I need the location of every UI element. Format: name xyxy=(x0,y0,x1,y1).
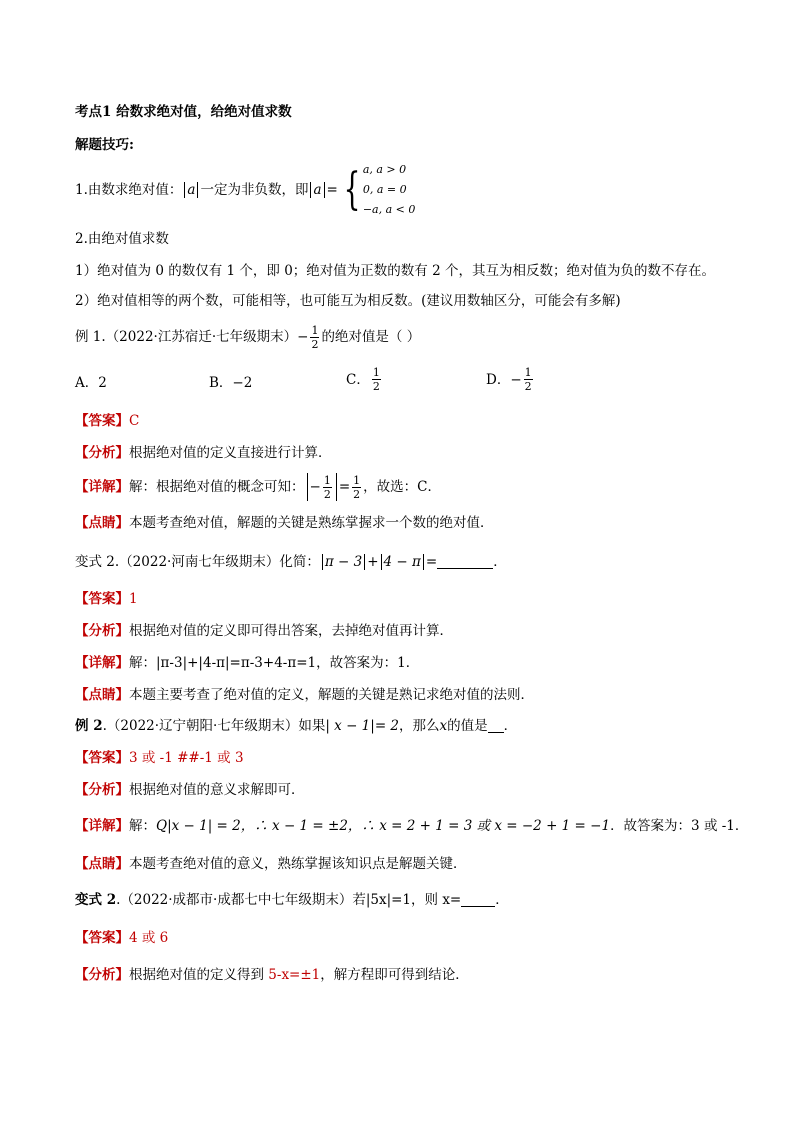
var2-label: 变式 2 xyxy=(75,892,117,908)
var1-label: 变式 2 xyxy=(75,554,115,570)
analysis-math: 5-x=±1 xyxy=(268,967,321,983)
ex1-detail xyxy=(75,472,441,502)
ex1-comment xyxy=(75,514,494,532)
tip1-prefix: 1.由数求绝对值： xyxy=(75,182,183,198)
example-1 xyxy=(75,322,420,352)
tip2-p2: 2）绝对值相等的两个数，可能相等，也可能互为相反数。(建议用数轴区分，可能会有多解) xyxy=(75,293,621,309)
option-d-fraction xyxy=(524,366,533,393)
var1-comment xyxy=(75,686,534,704)
comment-text: 本题主要考查了绝对值的定义，解题的关键是熟记求绝对值的法则． xyxy=(129,687,534,703)
var1-end: ． xyxy=(493,554,507,570)
answer-blank xyxy=(488,720,504,733)
detail-math: Q|x − 1| = 2，∴ x − 1 = ±2，∴ x = 2 + 1 = 3 或 x = −2 + 1 = −1 xyxy=(156,818,611,834)
analysis-pre: 根据绝对值的定义得到 xyxy=(129,967,269,983)
var1-answer xyxy=(75,590,138,608)
detail-pre: 解：根据绝对值的概念可知： xyxy=(129,479,305,495)
answer-blank xyxy=(437,556,493,569)
answer-text: 4 或 6 xyxy=(129,930,169,946)
detail-tag: 【详解】 xyxy=(75,479,129,495)
ex2-var: x xyxy=(439,718,448,734)
abs-a-2: a xyxy=(310,182,324,198)
abs-a: a xyxy=(184,182,198,198)
case-3: −a, a < 0 xyxy=(362,203,416,216)
option-c-label: C． xyxy=(346,371,370,388)
detail-frac-2-num: 1 xyxy=(353,473,361,487)
option-c-fraction xyxy=(372,366,381,393)
ex1-neg: − xyxy=(297,329,309,345)
detail-frac-1-den: 2 xyxy=(323,487,331,501)
ex2-expr: | x − 1|= 2 xyxy=(325,718,400,734)
tip2-title: 2.由绝对值求数 xyxy=(75,231,169,247)
var2-analysis xyxy=(75,966,469,984)
option-c-den: 2 xyxy=(372,380,380,393)
detail-pre: 解： xyxy=(129,818,156,834)
ex2-tail: 的值是 xyxy=(447,718,488,734)
comment-tag: 【点睛】 xyxy=(75,515,129,531)
ex1-fraction xyxy=(310,324,319,351)
analysis-post: ，解方程即可得到结论． xyxy=(320,967,469,983)
var2-answer xyxy=(75,929,168,947)
ex1-denominator: 2 xyxy=(311,337,319,351)
var1-source: .（2022·河南七年级期末）化简： xyxy=(114,554,320,570)
tip2-p1: 1）绝对值为 0 的数仅有 1 个，即 0；绝对值为正数的数有 2 个，其互为相反数；绝对值为负的数不存在。 xyxy=(75,263,715,279)
answer-tag: 【答案】 xyxy=(75,930,129,946)
var1-abs-2: 4 − π xyxy=(381,554,424,570)
option-b: B．−2 xyxy=(209,375,253,391)
ex1-source: .（2022·江苏宿迁·七年级期末） xyxy=(101,329,298,345)
detail-eq: = xyxy=(338,479,351,495)
analysis-text: 根据绝对值的定义直接进行计算． xyxy=(129,445,332,461)
detail-abs xyxy=(307,473,337,501)
ex2-end: ． xyxy=(503,718,518,734)
var1-detail xyxy=(75,654,419,672)
detail-post: ．故答案为：3 或 -1． xyxy=(610,818,749,834)
detail-frac-2-den: 2 xyxy=(353,487,361,501)
ex1-numerator: 1 xyxy=(311,323,319,337)
ex2-source: .（2022·辽宁朝阳·七年级期末）如果 xyxy=(102,718,326,734)
var1-abs-1: π − 3 xyxy=(322,554,365,570)
detail-tag: 【详解】 xyxy=(75,818,129,834)
detail-post: ，故选：C． xyxy=(363,479,441,495)
ex2-comment xyxy=(75,855,467,873)
comment-tag: 【点睛】 xyxy=(75,856,129,872)
ex2-analysis xyxy=(75,781,305,799)
option-d-label: D．− xyxy=(486,371,522,388)
answer-tag: 【答案】 xyxy=(75,750,129,766)
case-1: a, a > 0 xyxy=(362,163,407,176)
ex2-answer xyxy=(75,749,244,767)
comment-text: 本题考查绝对值，解题的关键是熟练掌握求一个数的绝对值． xyxy=(129,515,494,531)
var2-end: ． xyxy=(495,892,509,908)
tip1-eq: = xyxy=(326,182,338,198)
case-2: 0, a = 0 xyxy=(362,183,407,196)
ex1-tail: 的绝对值是（ ） xyxy=(321,329,421,345)
variant-2 xyxy=(75,891,509,909)
ex2-mid: ，那么 xyxy=(399,718,440,734)
tips-title: 解题技巧: xyxy=(75,137,134,153)
answer-blank xyxy=(461,894,495,907)
analysis-tag: 【分析】 xyxy=(75,782,129,798)
answer-text: 3 或 -1 ##-1 或 3 xyxy=(129,750,244,766)
detail-tag: 【详解】 xyxy=(75,655,129,671)
section-heading: 考点1 给数求绝对值，给绝对值求数 xyxy=(75,104,292,120)
piecewise-cases xyxy=(338,160,416,220)
option-c-num: 1 xyxy=(372,366,380,379)
comment-tag: 【点睛】 xyxy=(75,687,129,703)
var1-plus: + xyxy=(367,554,379,570)
ex2-detail xyxy=(75,817,748,835)
detail-frac-1-num: 1 xyxy=(323,473,331,487)
tip1-mid: 一定为非负数，即 xyxy=(200,182,309,198)
example-2 xyxy=(75,717,517,735)
analysis-tag: 【分析】 xyxy=(75,445,129,461)
detail-neg: − xyxy=(309,479,321,495)
answer-text: 1 xyxy=(129,591,138,607)
answer-tag: 【答案】 xyxy=(75,413,129,429)
detail-text: 解：|π-3|+|4-π|=π-3+4-π=1，故答案为：1． xyxy=(129,655,420,671)
analysis-tag: 【分析】 xyxy=(75,623,129,639)
ex1-answer xyxy=(75,412,139,430)
option-d xyxy=(486,366,535,393)
var1-eq: = xyxy=(425,554,438,570)
tip1 xyxy=(75,165,415,215)
analysis-text: 根据绝对值的意义求解即可． xyxy=(129,782,305,798)
analysis-tag: 【分析】 xyxy=(75,967,129,983)
option-c xyxy=(346,366,383,393)
option-d-den: 2 xyxy=(524,380,532,393)
ex1-analysis xyxy=(75,444,332,462)
analysis-text: 根据绝对值的定义即可得出答案，去掉绝对值再计算． xyxy=(129,623,453,639)
var1-analysis xyxy=(75,622,453,640)
ex1-label: 例 1 xyxy=(75,329,102,345)
detail-frac-1 xyxy=(323,474,332,501)
answer-text: C xyxy=(129,413,140,429)
answer-tag: 【答案】 xyxy=(75,591,129,607)
comment-text: 本题考查绝对值的意义，熟练掌握该知识点是解题关键． xyxy=(129,856,467,872)
detail-frac-2 xyxy=(352,474,361,501)
variant-1 xyxy=(75,553,507,571)
left-brace: { xyxy=(343,164,361,215)
ex2-label: 例 2 xyxy=(75,718,103,734)
option-d-num: 1 xyxy=(524,366,532,379)
option-a: A．2 xyxy=(75,375,107,391)
var2-source: .（2022·成都市·成都七中七年级期末）若|5x|=1，则 x= xyxy=(116,892,462,908)
